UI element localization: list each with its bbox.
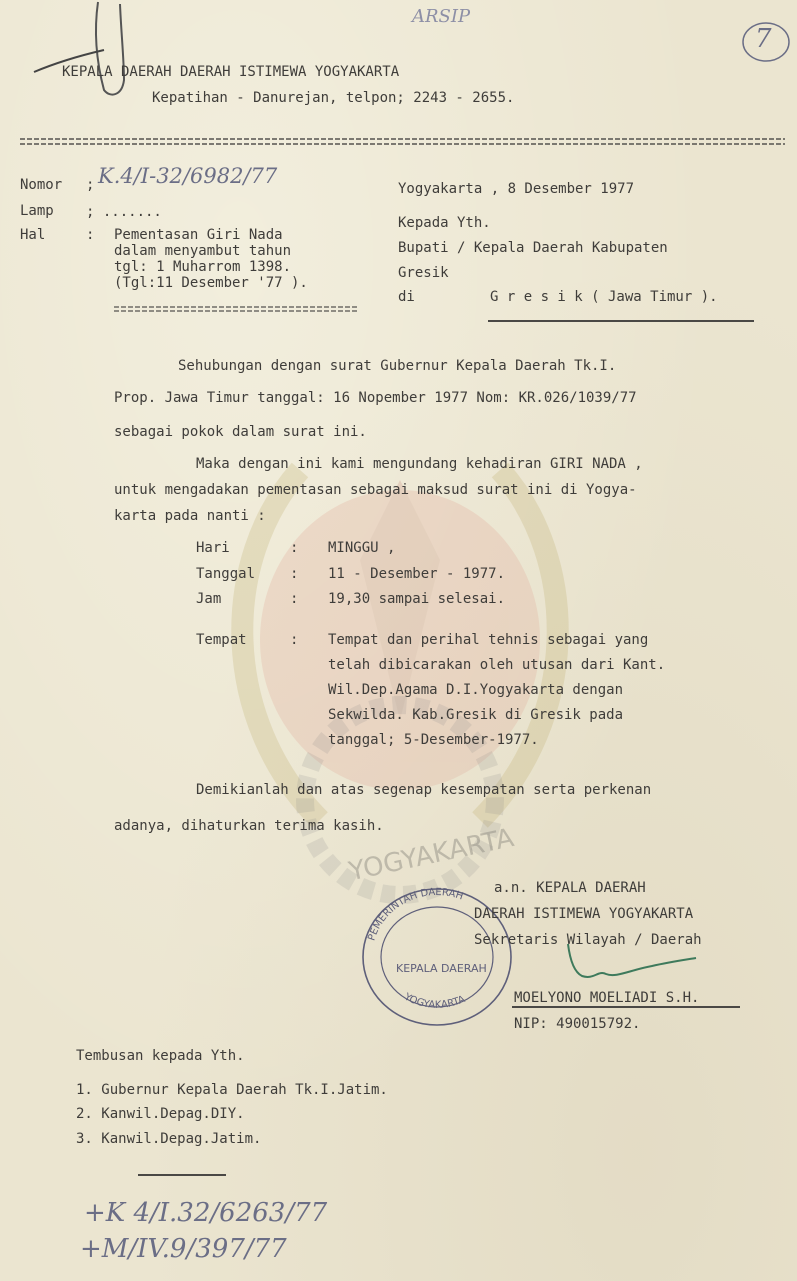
body-p1-line3: sebagai pokok dalam surat ini. [114,424,367,440]
tempat-sep: : [290,632,299,648]
tempat-line: Sekwilda. Kab.Gresik di Gresik pada [328,707,624,723]
hal-line: tgl: 1 Muharrom 1398. [114,259,292,275]
tempat-line: telah dibicarakan oleh utusan dari Kant. [328,657,666,673]
di-value: G r e s i k ( Jawa Timur ). [490,289,718,305]
closing-line1: Demikianlah dan atas segenap kesempatan serta perkenan [196,782,652,798]
nomor-separator: ; [86,177,95,193]
pencil-reference-2: +M/IV.9/397/77 [80,1234,287,1264]
body-p2-line3: karta pada nanti : [114,508,266,524]
hal-label: Hal [20,227,46,243]
detail-sep: : [290,566,299,582]
di-label: di [398,289,415,305]
tempat-line: Wil.Dep.Agama D.I.Yogyakarta dengan [328,682,624,698]
lamp-label: Lamp [20,203,54,219]
letterhead-rule [20,136,785,148]
hal-line: (Tgl:11 Desember '77 ). [114,275,308,291]
tembusan-item: 3. Kanwil.Depag.Jatim. [76,1131,262,1147]
detail-value: MINGGU , [328,540,396,556]
detail-sep: : [290,591,299,607]
signature-line1: a.n. KEPALA DAERAH [494,880,646,896]
stamp-ring-text: PEMERINTAH DAERAH [366,886,465,943]
closing-line2: adanya, dihaturkan terima kasih. [114,818,384,834]
body-p1-line1: Sehubungan dengan surat Gubernur Kepala Daerah Tk.I. [178,358,617,374]
page-number-annotation: 7 [755,24,772,54]
signatory-nip: NIP: 490015792. [514,1016,641,1032]
signature-line3: Sekretaris Wilayah / Daerah [474,932,702,948]
detail-value: 11 - Desember - 1977. [328,566,506,582]
tempat-label: Tempat [196,632,247,648]
tembusan-rule [138,1174,226,1176]
archive-annotation: ARSIP [412,6,471,27]
detail-label: Tanggal [196,566,256,582]
hal-separator: : [86,227,95,243]
place-date: Yogyakarta , 8 Desember 1977 [398,181,635,197]
tempat-line: Tempat dan perihal tehnis sebagai yang [328,632,649,648]
body-p2-line1: Maka dengan ini kami mengundang kehadiran GIRI NADA , [196,456,643,472]
tembusan-item: 2. Kanwil.Depag.DIY. [76,1106,245,1122]
tembusan-title: Tembusan kepada Yth. [76,1048,245,1064]
nomor-label: Nomor [20,177,63,193]
watermark-text: YOGYAKARTA [346,823,517,888]
signatory-name: MOELYONO MOELIADI S.H. [514,990,700,1006]
recipient-line2: Gresik [398,265,449,281]
body-p2-line2: untuk mengadakan pementasan sebagai maksud surat ini di Yogya- [114,482,637,498]
hal-line: Pementasan Giri Nada [114,227,283,243]
letterhead-line2: Kepatihan - Danurejan, telpon; 2243 - 2655. [152,90,515,106]
detail-sep: : [290,540,299,556]
signature-line2: DAERAH ISTIMEWA YOGYAKARTA [474,906,694,922]
letterhead-line1: KEPALA DAERAH DAERAH ISTIMEWA YOGYAKARTA [62,64,400,80]
tempat-line: tanggal; 5-Desember-1977. [328,732,539,748]
tembusan-item: 1. Gubernur Kepala Daerah Tk.I.Jatim. [76,1082,388,1098]
stamp-center-text: KEPALA DAERAH [396,962,487,975]
pencil-reference-1: +K 4/I.32/6263/77 [84,1198,328,1228]
detail-value: 19,30 sampai selesai. [328,591,506,607]
detail-label: Hari [196,540,230,556]
recipient-underline [488,320,754,322]
detail-label: Jam [196,591,222,607]
stamp-bottom-text: YOGYAKARTA [402,991,467,1011]
signatory-underline [512,1006,740,1008]
recipient-line1: Bupati / Kepala Daerah Kabupaten [398,240,668,256]
kepada-yth: Kepada Yth. [398,215,491,231]
nomor-handwritten: K.4/I-32/6982/77 [98,164,278,188]
lamp-value: ; ....... [86,204,162,220]
hal-underline [114,304,358,314]
body-p1-line2: Prop. Jawa Timur tanggal: 16 Nopember 1977 Nom: KR.026/1039/77 [114,390,637,406]
hal-line: dalam menyambut tahun [114,243,292,259]
